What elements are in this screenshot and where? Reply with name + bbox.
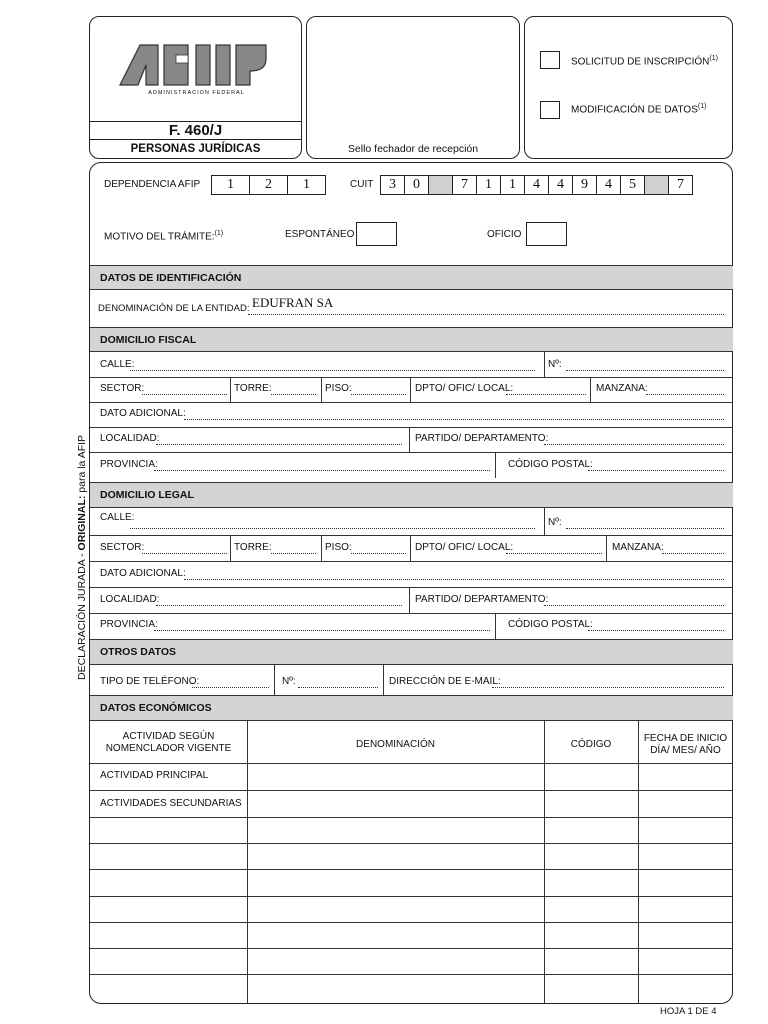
legal-manzana-field[interactable]: [662, 553, 724, 554]
cuit-digit-11[interactable]: 5: [620, 175, 645, 195]
fiscal-manzana-field[interactable]: [646, 394, 724, 395]
stamp-label: Sello fechador de recepción: [347, 143, 479, 155]
legal-cp-label: CÓDIGO POSTAL:: [508, 619, 593, 630]
legal-provincia-field[interactable]: [154, 630, 490, 631]
options-box: [524, 16, 733, 159]
otros-header: OTROS DATOS: [90, 639, 733, 665]
fiscal-localidad-label: LOCALIDAD:: [100, 433, 160, 444]
logo-caption: ADMINISTRACION FEDERAL: [148, 90, 245, 96]
fiscal-provincia-field[interactable]: [154, 470, 490, 471]
legal-piso-label: PISO:: [325, 542, 352, 553]
cuit-digit-6[interactable]: 1: [500, 175, 525, 195]
cuit-digit-5[interactable]: 1: [476, 175, 501, 195]
cuit-label: CUIT: [350, 179, 374, 190]
legal-provincia-label: PROVINCIA:: [100, 619, 158, 630]
email-label: DIRECCIÓN DE E-MAIL:: [389, 676, 501, 687]
oficio-checkbox[interactable]: [526, 222, 567, 246]
legal-dato-label: DATO ADICIONAL:: [100, 568, 186, 579]
legal-manzana-label: MANZANA:: [612, 542, 664, 553]
dependencia-digit-2[interactable]: 2: [249, 175, 288, 195]
email-field[interactable]: [492, 687, 724, 688]
legal-header: DOMICILIO LEGAL: [90, 482, 733, 508]
col-denominacion-header: DENOMINACIÓN: [356, 739, 435, 750]
cuit-digit-3[interactable]: [428, 175, 453, 195]
fiscal-calle-label: CALLE:: [100, 359, 135, 370]
afip-logo: [116, 41, 276, 89]
fiscal-manzana-label: MANZANA:: [596, 383, 648, 394]
entidad-label: DENOMINACIÓN DE LA ENTIDAD:: [98, 303, 250, 314]
fiscal-numero-field[interactable]: [566, 370, 724, 371]
fiscal-piso-label: PISO:: [325, 383, 352, 394]
fiscal-sector-label: SECTOR:: [100, 383, 145, 394]
form-type: PERSONAS JURÍDICAS: [130, 143, 261, 155]
dependencia-label: DEPENDENCIA AFIP: [104, 179, 201, 190]
fiscal-dato-field[interactable]: [184, 419, 724, 420]
legal-sector-label: SECTOR:: [100, 542, 145, 553]
row-actividad-principal: ACTIVIDAD PRINCIPAL: [100, 770, 209, 781]
stamp-box: [306, 16, 520, 159]
legal-piso-field[interactable]: [351, 553, 406, 554]
col-actividad-header: ACTIVIDAD SEGÚN NOMENCLADOR VIGENTE: [105, 731, 232, 754]
legal-partido-label: PARTIDO/ DEPARTAMENTO:: [415, 594, 549, 605]
legal-dpto-label: DPTO/ OFIC/ LOCAL:: [415, 542, 514, 553]
solicitud-checkbox[interactable]: [540, 51, 560, 69]
fiscal-dpto-label: DPTO/ OFIC/ LOCAL:: [415, 383, 514, 394]
fiscal-dato-label: DATO ADICIONAL:: [100, 408, 186, 419]
legal-torre-label: TORRE:: [234, 542, 272, 553]
fiscal-partido-field[interactable]: [544, 444, 724, 445]
legal-partido-field[interactable]: [544, 605, 724, 606]
legal-dpto-field[interactable]: [506, 553, 602, 554]
logo-box: [89, 16, 302, 159]
cuit-digit-2[interactable]: 0: [404, 175, 429, 195]
cuit-digit-9[interactable]: 9: [572, 175, 597, 195]
legal-sector-field[interactable]: [142, 553, 227, 554]
otros-numero-label: Nº:: [282, 676, 296, 687]
legal-numero-label: Nº:: [548, 517, 562, 528]
side-declaration-text: DECLARACIÓN JURADA - ORIGINAL: para la AFIP: [76, 434, 88, 680]
cuit-digit-10[interactable]: 4: [596, 175, 621, 195]
fiscal-header: DOMICILIO FISCAL: [90, 327, 733, 352]
motivo-label: MOTIVO DEL TRÁMITE:$^{(1)}$: [104, 230, 224, 243]
row-actividades-secundarias: ACTIVIDADES SECUNDARIAS: [100, 798, 242, 809]
col-fecha-header: FECHA DE INICIO DÍA/ MES/ AÑO: [643, 733, 728, 756]
modificacion-label: MODIFICACIÓN DE DATOS$^{(1)}$: [571, 103, 707, 116]
fiscal-sector-field[interactable]: [142, 394, 227, 395]
solicitud-label: SOLICITUD DE INSCRIPCIÓN$^{(1)}$: [571, 55, 718, 68]
fiscal-provincia-label: PROVINCIA:: [100, 459, 158, 470]
fiscal-partido-label: PARTIDO/ DEPARTAMENTO:: [415, 433, 549, 444]
legal-localidad-field[interactable]: [156, 605, 402, 606]
espontaneo-label: ESPONTÁNEO: [285, 229, 355, 240]
telefono-label: TIPO DE TELÉFONO:: [100, 676, 200, 687]
cuit-digit-1[interactable]: 3: [380, 175, 405, 195]
fiscal-cp-field[interactable]: [588, 470, 724, 471]
legal-localidad-label: LOCALIDAD:: [100, 594, 160, 605]
fiscal-numero-label: Nº:: [548, 359, 562, 370]
entidad-value[interactable]: EDUFRAN SA: [252, 295, 334, 310]
telefono-field[interactable]: [192, 687, 269, 688]
fiscal-cp-label: CÓDIGO POSTAL:: [508, 459, 593, 470]
cuit-digit-7[interactable]: 4: [524, 175, 549, 195]
espontaneo-checkbox[interactable]: [356, 222, 397, 246]
dependencia-digit-1[interactable]: 1: [211, 175, 250, 195]
legal-torre-field[interactable]: [271, 553, 316, 554]
fiscal-dpto-field[interactable]: [506, 394, 586, 395]
dependencia-digit-3[interactable]: 1: [287, 175, 326, 195]
identificacion-header: DATOS DE IDENTIFICACIÓN: [90, 265, 733, 290]
cuit-digit-12[interactable]: [644, 175, 669, 195]
oficio-label: OFICIO: [487, 229, 522, 240]
fiscal-torre-field[interactable]: [271, 394, 316, 395]
page-number: HOJA 1 DE 4: [660, 1006, 717, 1017]
fiscal-calle-field[interactable]: [130, 370, 535, 371]
cuit-digit-8[interactable]: 4: [548, 175, 573, 195]
fiscal-torre-label: TORRE:: [234, 383, 272, 394]
col-codigo-header: CÓDIGO: [570, 739, 612, 750]
legal-calle-field[interactable]: [130, 528, 535, 529]
form-code: F. 460/J: [168, 122, 223, 139]
legal-cp-field[interactable]: [588, 630, 724, 631]
fiscal-localidad-field[interactable]: [156, 444, 402, 445]
cuit-digit-13[interactable]: 7: [668, 175, 693, 195]
otros-numero-field[interactable]: [298, 687, 378, 688]
legal-numero-field[interactable]: [566, 528, 724, 529]
legal-calle-label: CALLE:: [100, 512, 135, 523]
economicos-header: DATOS ECONÓMICOS: [90, 695, 733, 721]
fiscal-piso-field[interactable]: [351, 394, 406, 395]
modificacion-checkbox[interactable]: [540, 101, 560, 119]
legal-dato-field[interactable]: [184, 579, 724, 580]
cuit-digit-4[interactable]: 7: [452, 175, 477, 195]
